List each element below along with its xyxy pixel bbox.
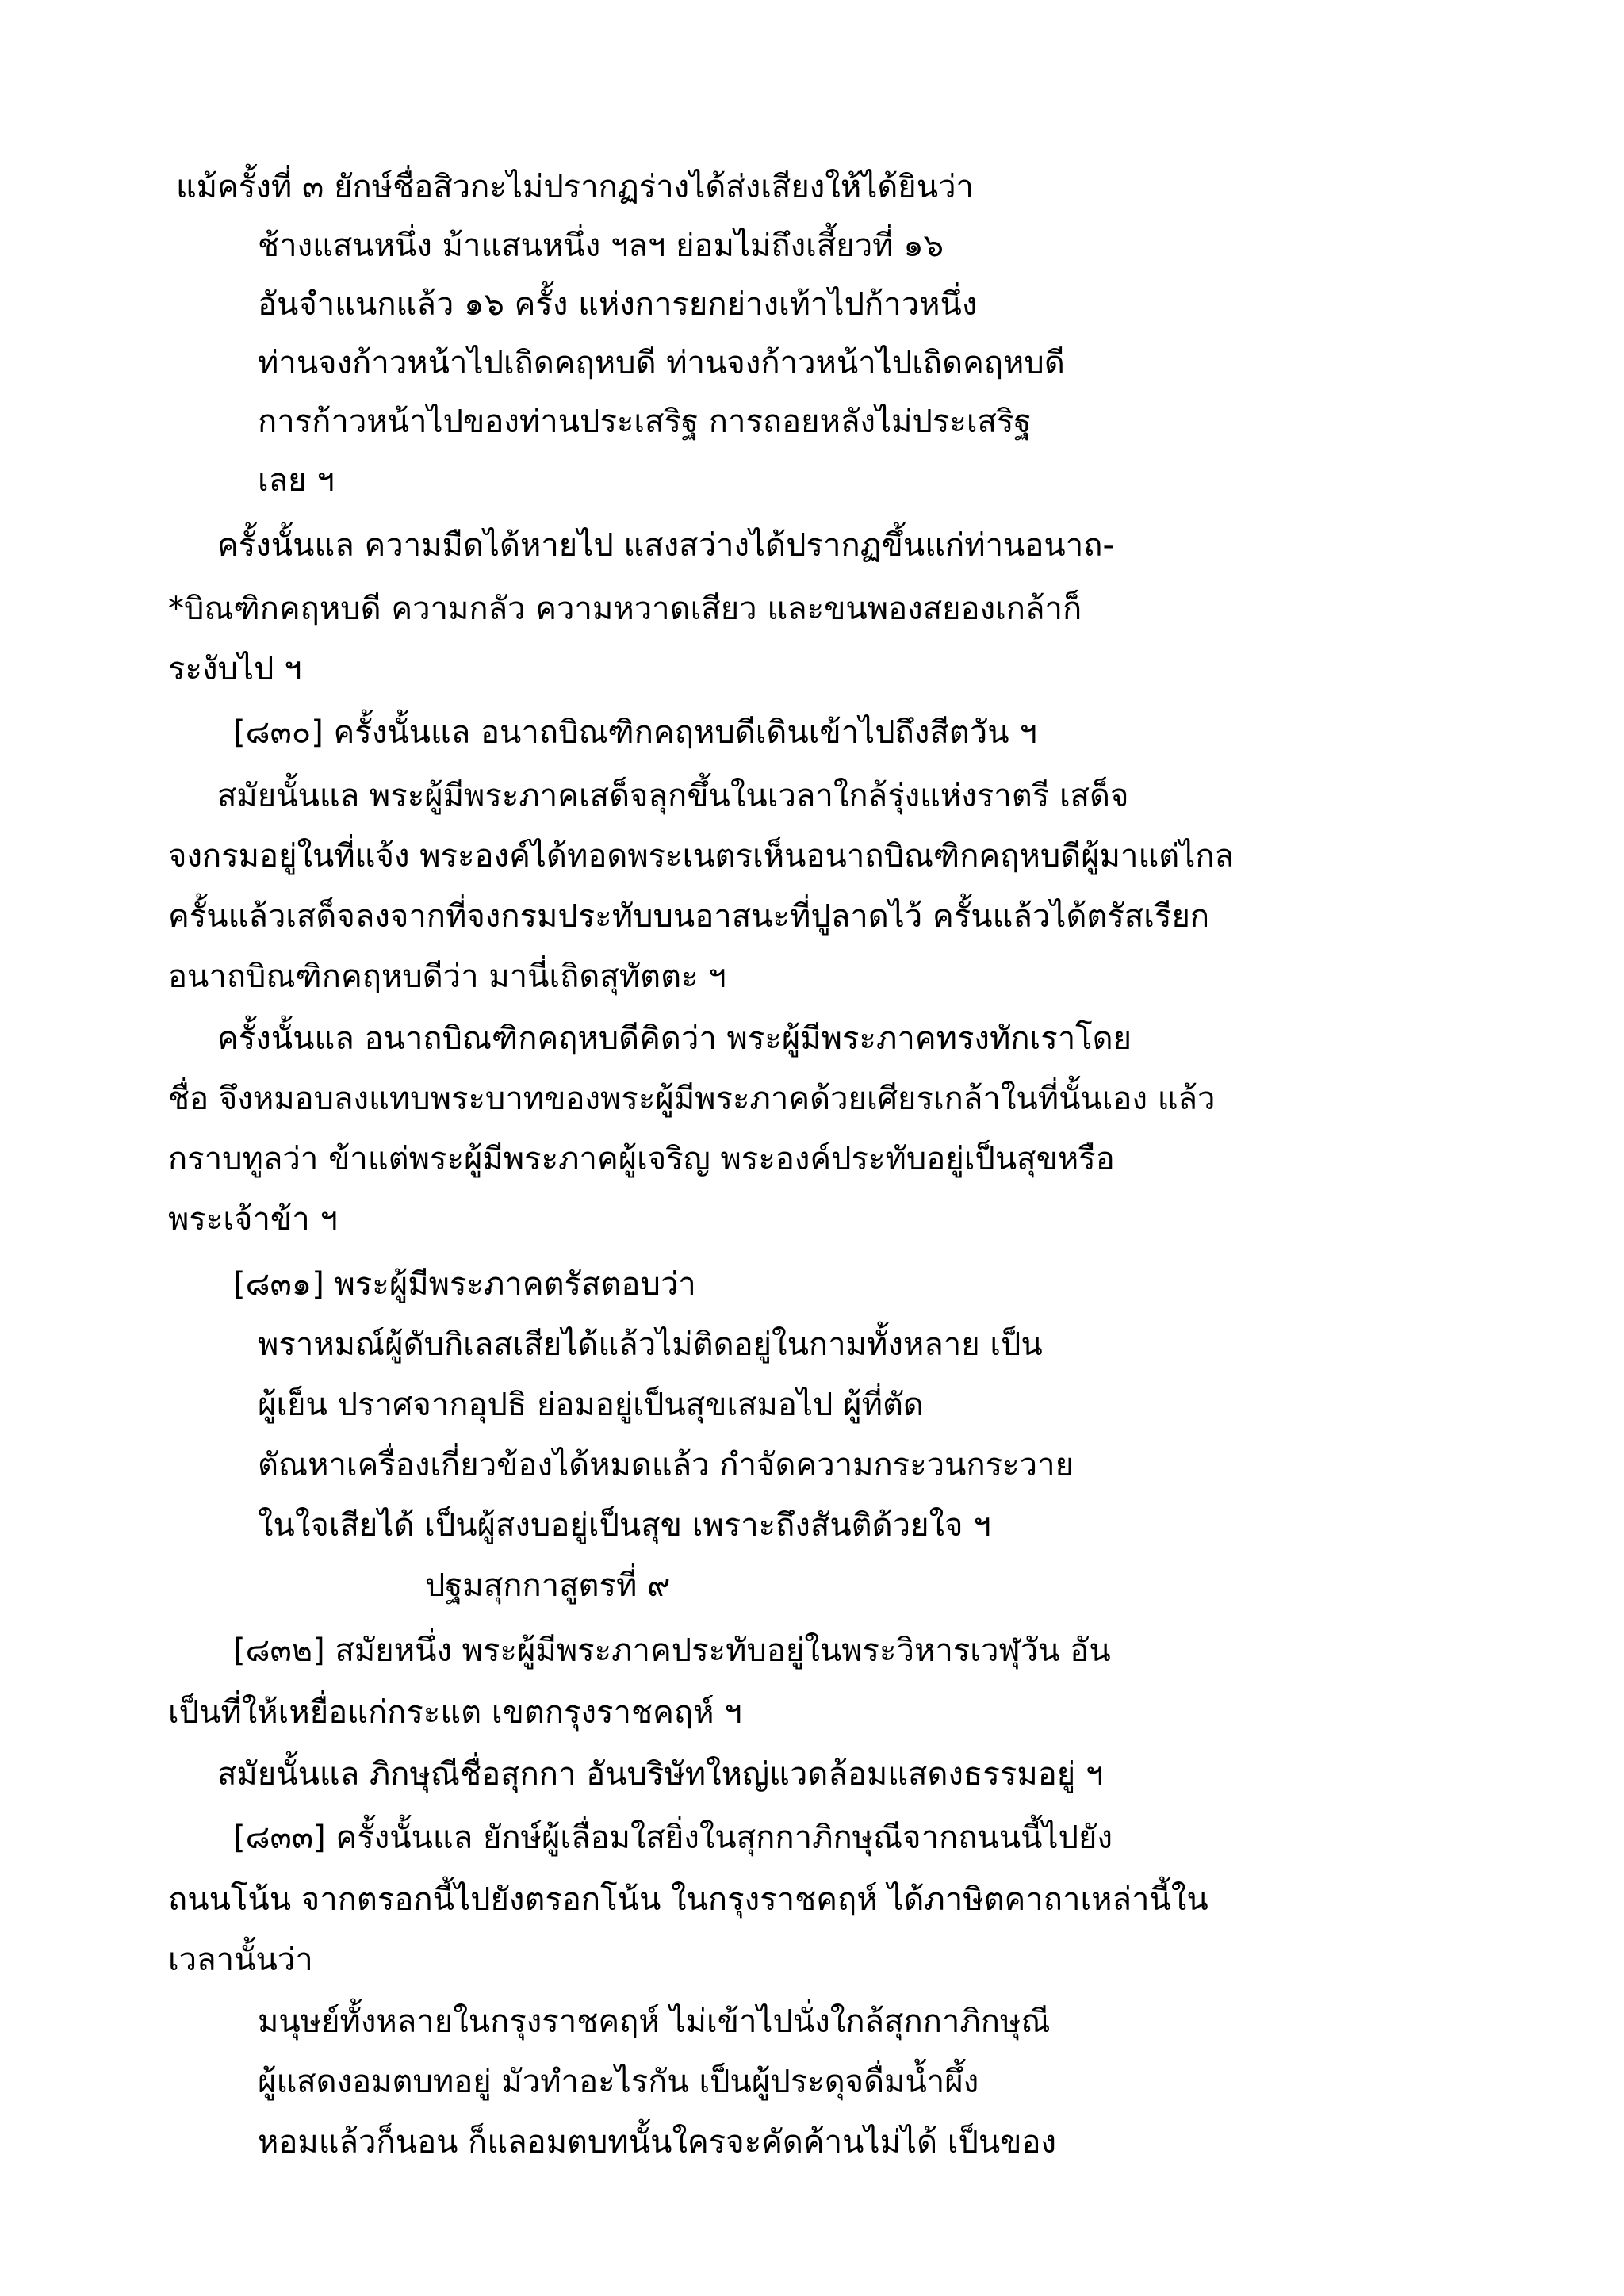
text-line: ชื่อ จึงหมอบลงแทบพระบาทของพระผู้มีพระภาคด้วยเศียรเกล้าในที่นั้นเอง แล้ว: [168, 1081, 1216, 1117]
text-line: เป็นที่ให้เหยื่อแก่กระแต เขตกรุงราชคฤห์ ฯ: [168, 1694, 742, 1731]
text-line: อันจำแนกแล้ว ๑๖ ครั้ง แห่งการยกย่างเท้าไปก้าวหนึ่ง: [258, 286, 978, 323]
section-heading: [๘๓๒] สมัยหนึ่ง พระผู้มีพระภาคประทับอยู่ในพระวิหารเวฬุวัน อัน: [233, 1632, 1111, 1669]
text-line: การก้าวหน้าไปของท่านประเสริฐ การถอยหลังไม่ประเสริฐ: [258, 404, 1032, 440]
text-line: พระเจ้าข้า ฯ: [168, 1201, 338, 1238]
text-line: เลย ฯ: [258, 462, 335, 499]
verse-line: ตัณหาเครื่องเกี่ยวข้องได้หมดแล้ว กำจัดความกระวนกระวาย: [258, 1447, 1074, 1483]
text-line: แม้ครั้งที่ ๓ ยักษ์ชื่อสิวกะไม่ปรากฏร่างได้ส่งเสียงให้ได้ยินว่า: [176, 169, 974, 205]
verse-line: หอมแล้วก็นอน ก็แลอมตบทนั้นใครจะคัดค้านไม่ได้ เป็นของ: [258, 2124, 1057, 2160]
text-line: *บิณฑิกคฤหบดี ความกลัว ความหวาดเสียว และขนพองสยองเกล้าก็: [168, 591, 1082, 627]
text-line: สมัยนั้นแล ภิกษุณีชื่อสุกกา อันบริษัทใหญ่แวดล้อมแสดงธรรมอยู่ ฯ: [217, 1756, 1104, 1793]
text-line: ท่านจงก้าวหน้าไปเถิดคฤหบดี ท่านจงก้าวหน้าไปเถิดคฤหบดี: [258, 345, 1065, 381]
section-heading: [๘๓๑] พระผู้มีพระภาคตรัสตอบว่า: [233, 1266, 696, 1303]
verse-line: พราหมณ์ผู้ดับกิเลสเสียได้แล้วไม่ติดอยู่ในกามทั้งหลาย เป็น: [258, 1326, 1043, 1363]
verse-line: ในใจเสียได้ เป็นผู้สงบอยู่เป็นสุข เพราะถึงสันติด้วยใจ ฯ: [258, 1507, 991, 1544]
text-line: ช้างแสนหนึ่ง ม้าแสนหนึ่ง ฯลฯ ย่อมไม่ถึงเสี้ยวที่ ๑๖: [258, 228, 944, 264]
text-line: ครั้นแล้วเสด็จลงจากที่จงกรมประทับบนอาสนะที่ปูลาดไว้ ครั้นแล้วได้ตรัสเรียก: [168, 898, 1210, 935]
section-heading: [๘๓๐] ครั้งนั้นแล อนาถบิณฑิกคฤหบดีเดินเข้าไปถึงสีตวัน ฯ: [233, 714, 1037, 751]
text-line: สมัยนั้นแล พระผู้มีพระภาคเสด็จลุกขึ้นในเวลาใกล้รุ่งแห่งราตรี เสด็จ: [217, 778, 1129, 814]
sutta-title: ปฐมสุกกาสูตรที่ ๙: [425, 1567, 671, 1604]
verse-line: ผู้เย็น ปราศจากอุปธิ ย่อมอยู่เป็นสุขเสมอไป ผู้ที่ตัด: [258, 1387, 924, 1423]
text-line: ครั้งนั้นแล อนาถบิณฑิกคฤหบดีคิดว่า พระผู้มีพระภาคทรงทักเราโดย: [217, 1020, 1132, 1057]
text-line: เวลานั้นว่า: [168, 1942, 313, 1978]
verse-line: ผู้แสดงอมตบทอยู่ มัวทำอะไรกัน เป็นผู้ประดุจดื่มน้ำผึ้ง: [258, 2064, 979, 2100]
verse-line: มนุษย์ทั้งหลายในกรุงราชคฤห์ ไม่เข้าไปนั่งใกล้สุกกาภิกษุณี: [258, 2003, 1051, 2040]
text-line: จงกรมอยู่ในที่แจ้ง พระองค์ได้ทอดพระเนตรเห็นอนาถบิณฑิกคฤหบดีผู้มาแต่ไกล: [168, 838, 1235, 874]
text-line: ถนนโน้น จากตรอกนี้ไปยังตรอกโน้น ในกรุงราชคฤห์ ได้ภาษิตคาถาเหล่านี้ใน: [168, 1881, 1208, 1918]
section-heading: [๘๓๓] ครั้งนั้นแล ยักษ์ผู้เลื่อมใสยิ่งในสุกกาภิกษุณีจากถนนนี้ไปยัง: [233, 1820, 1113, 1856]
text-line: อนาถบิณฑิกคฤหบดีว่า มานี่เถิดสุทัตตะ ฯ: [168, 959, 726, 995]
text-line: ครั้งนั้นแล ความมืดได้หายไป แสงสว่างได้ปรากฏขึ้นแก่ท่านอนาถ-: [217, 527, 1114, 564]
text-line: กราบทูลว่า ข้าแต่พระผู้มีพระภาคผู้เจริญ พระองค์ประทับอยู่เป็นสุขหรือ: [168, 1141, 1115, 1177]
text-line: ระงับไป ฯ: [168, 651, 302, 687]
